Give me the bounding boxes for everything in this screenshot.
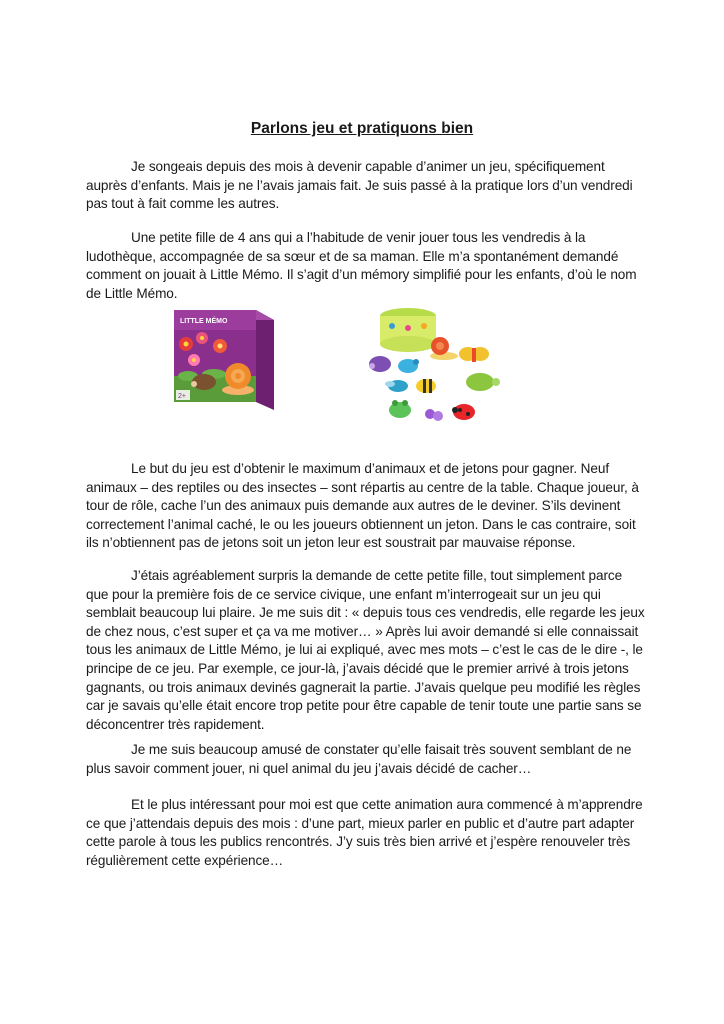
- paragraph-6: Et le plus intéressant pour moi est que cette animation aura commencé à m’apprendre ce que j’attendais depuis des mois : d’une part, mieux parler en public et d’autre part adapter cette parole à tous les publics rencontrés. J’y suis très bien arrivé et j’espère renouveler très régulièrement cette expérience…: [86, 797, 643, 868]
- paragraph-4: J’étais agréablement surpris la demande de cette petite fille, tout simplement parce que pour la première fois de ce service civique, une enfant m’interrogeait sur un jeu qui semblait beaucoup lui plaire. Je me suis dit : « depuis tous ces vendredis, elle regarde les jeux de chez nous, c’est super et ça va me motiver… » Après lui avoir demandé si elle connaissait tous les animaux de Little Mémo, je lui ai expliqué, avec mes mots – c’est le cas de le dire -, le principe de ce jeu. Par exemple, ce jour-là, j’avais décidé que le premier arrivé à trois jetons gagnants, ou trois animaux devinés gagnerait la partie. J’avais quelque peu modifié les règles car je savais qu’elle était encore trop petite pour être capable de tenir toute une partie sans se déconcentrer très rapidement.: [86, 568, 645, 732]
- box-age-text: 2+: [178, 393, 186, 400]
- document-title: Parlons jeu et pratiquons bien: [250, 120, 474, 137]
- game-box-image: [168, 306, 278, 416]
- toy-animals-image: [368, 306, 503, 431]
- paragraph-3: Le but du jeu est d’obtenir le maximum d’animaux et de jetons pour gagner. Neuf animaux – des reptiles ou des insectes – sont répartis au centre de la table. Chaque joueur, à tour de rôle, cache l’un des animaux puis demande aux autres de le deviner. S’ils devinent correctement l’animal caché, le ou les joueurs obtiennent un jeton. Dans le cas contraire, soit ils n’obtiennent pas de jetons soit un jeton leur est soustrait par mauvaise réponse.: [86, 461, 639, 551]
- paragraph-1: Je songeais depuis des mois à devenir capable d’animer un jeu, spécifiquement auprès d’enfants. Mais je ne l’avais jamais fait. Je suis passé à la pratique lors d’un vendredi pas tout à fait comme les autres.: [86, 159, 633, 212]
- paragraph-5: Je me suis beaucoup amusé de constater qu’elle faisait très souvent semblant de ne plus savoir comment jouer, ni quel animal du jeu j’avais décidé de cacher…: [86, 742, 632, 776]
- box-brand-text: LITTLE MÉMO: [180, 318, 228, 325]
- paragraph-2: Une petite fille de 4 ans qui a l’habitude de venir jouer tous les vendredis à la ludothèque, accompagnée de sa sœur et de sa maman. Elle m’a spontanément demandé comment on jouait à Little Mémo. Il s’agit d’un mémory simplifié pour les enfants, d’où le nom de Little Mémo.: [86, 230, 637, 301]
